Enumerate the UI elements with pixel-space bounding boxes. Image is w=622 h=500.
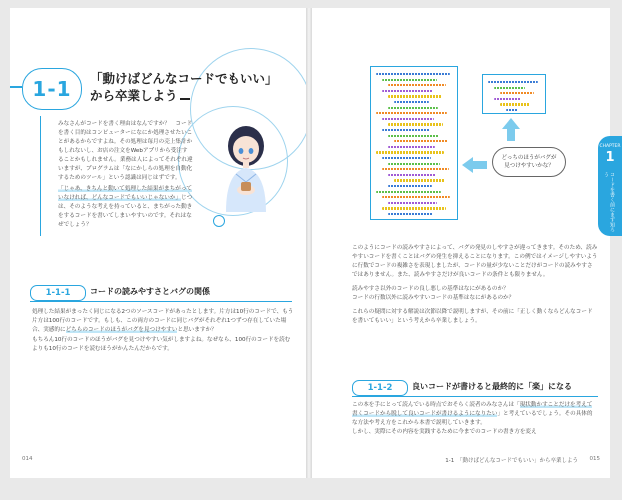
code-line xyxy=(382,168,449,170)
page-number: 015 xyxy=(589,456,600,462)
code-line xyxy=(376,73,450,75)
section-title: 良いコードが書けると最終的に「楽」になる xyxy=(412,382,572,391)
long-code-figure xyxy=(370,66,458,220)
code-line xyxy=(500,103,530,105)
code-line xyxy=(488,81,538,83)
code-line xyxy=(394,101,429,103)
page-number: 014 xyxy=(22,456,33,462)
speech-bubble xyxy=(492,147,566,177)
left-page xyxy=(10,8,306,478)
chapter-side-tab xyxy=(598,136,622,236)
section-title: コードの読みやすさとバグの関係 xyxy=(90,287,210,296)
code-line xyxy=(494,98,521,100)
body-text-span: この本を手にとって読んでいる時点でおそらく読者のみなさんは「 xyxy=(352,402,520,408)
code-line xyxy=(376,151,444,153)
intro-text xyxy=(58,120,193,230)
running-head: 1-1 「動けばどんなコードでもいい」から卒業しよう xyxy=(445,458,578,464)
arrow-left-icon xyxy=(462,157,473,173)
cursor-mark xyxy=(180,98,190,100)
code-line xyxy=(382,118,434,120)
code-line xyxy=(388,213,433,215)
code-line xyxy=(388,202,437,204)
code-line xyxy=(382,196,450,198)
bubble-text: 見つけやすいかな？ xyxy=(504,163,554,169)
chapter-title-line2: から卒業しよう xyxy=(90,88,178,103)
body-paragraph: これらの疑問に対する解説は次節以降で説明しますが、その前に「正しく動くならどんなコードを書いてもいい」という考えから卒業しましょう。 xyxy=(352,309,593,324)
side-tab-chapter-label: CHAPTER xyxy=(599,144,621,149)
code-line xyxy=(388,135,439,137)
code-line xyxy=(388,84,446,86)
code-line xyxy=(382,129,430,131)
accent-vertical-line xyxy=(40,116,41,236)
body-paragraph xyxy=(32,308,294,335)
chapter-number: 1-1 xyxy=(32,77,72,101)
section-header xyxy=(30,285,292,302)
body-paragraph: しかし、実際にその内容を実践するために今までのコードの書き方を変え xyxy=(352,429,537,435)
section-number: 1-1-2 xyxy=(352,380,408,396)
body-paragraph xyxy=(352,401,598,428)
code-line xyxy=(382,207,446,209)
chapter-title-line1: 「動けばどんなコードでもいい」 xyxy=(90,71,278,86)
body-text xyxy=(352,401,598,437)
chapter-accent-line xyxy=(10,86,22,88)
character-illustration-icon xyxy=(210,116,282,212)
body-text-span: と思いますか？ xyxy=(177,327,217,333)
decorative-circle xyxy=(213,215,225,227)
short-code-figure xyxy=(482,74,546,114)
arrow-up-icon xyxy=(502,118,520,129)
code-line xyxy=(388,95,442,97)
highlighted-quote: 「じゃあ、きちんと動いて処理した結果がまちがっていなければ、どんなコードでもいいじゃないか」 xyxy=(58,186,193,201)
right-page xyxy=(312,8,621,478)
code-line xyxy=(382,157,431,159)
code-line xyxy=(394,179,445,181)
code-line xyxy=(376,191,441,193)
code-line xyxy=(388,163,440,165)
question-line: コードの行数以外に読みやすいコードの基準はなにがあるのか？ xyxy=(352,295,515,301)
body-text xyxy=(32,308,294,354)
body-text-span: 処理した結果がまったく同じになる2つのソースコードがあったとします。片方は10行のコードで、もう片方は100行のコードです。もしも、この両方のコードに同じバグがそれぞれ1つずつ存在していた場合、実感的に xyxy=(32,309,294,333)
side-tab-number: 1 xyxy=(605,150,615,165)
body-paragraph: もちろん10行のコードのほうがバグを見つけやすい気がしますよね。なぜなら、100行のコードを読むよりも10行のコードを読むほうがかんたんだからです。 xyxy=(32,337,291,352)
side-tab-title: コードを書く前にまず知ろう xyxy=(603,172,615,232)
code-line xyxy=(388,107,438,109)
intro-paragraph: じつは、そのような考えを持っていると、まちがった動きをするコードを書いてしまいやすいのです。それはなぜでしょう？ xyxy=(58,195,193,228)
code-line xyxy=(494,87,525,89)
code-line xyxy=(388,185,432,187)
code-line xyxy=(382,79,437,81)
chapter-number-badge xyxy=(22,68,82,110)
code-line xyxy=(388,174,436,176)
highlighted-text: どちらのコードのほうがバグを見つけやすい xyxy=(65,327,178,333)
code-line xyxy=(376,112,447,114)
bubble-text: どっちのほうがバグが xyxy=(501,155,557,161)
arrow-left-icon xyxy=(473,161,487,169)
body-paragraph: このようにコードの読みやすさによって、バグの発見のしやすさが違ってきます。そのため、読みやすいコードを書くことはバグの発生を抑えることになります。この例ではイメージしやすいように行数でコードの複雑さを表現しましたが、コードの量が少ないことだけがコードの読みやすさではありません。また、読みやすさだけが良いコードの条件とも限りません。 xyxy=(352,245,598,278)
code-line xyxy=(394,140,448,142)
code-line xyxy=(382,90,433,92)
intro-quote xyxy=(58,185,193,230)
section-number: 1-1-1 xyxy=(30,285,86,301)
intro-paragraph: みなさんがコードを書く理由はなんですか？ コードを書く目的はコンピューターになにか処理させたいことがあるからですよね。その処理は毎月の売上集計かもしれないし、お店の注文をWebアプリから受注することかもしれません。業務は人によってそれぞれ違いますが、プログラムは「なにかしらの処理を自動化するためのツール」という認識は同じはずです。 xyxy=(58,121,193,181)
body-text-span: 」と考えているでしょう。その具体的な方法や考え方をこれから本書で説明していきます。 xyxy=(352,411,593,426)
body-text xyxy=(352,244,598,326)
code-line xyxy=(388,146,435,148)
question-line: 読みやすさ以外のコードの良し悪しの基準はなにがあるのか？ xyxy=(352,286,509,292)
section-header xyxy=(352,380,598,397)
highlighted-text: 現状動かすことだけを考えて書くコードから脱して良いコードが書けるようになりたい xyxy=(352,402,593,417)
arrow-up-icon xyxy=(507,129,515,141)
code-line xyxy=(388,123,443,125)
code-line xyxy=(500,92,534,94)
chapter-title xyxy=(90,70,290,104)
code-line xyxy=(506,109,518,111)
